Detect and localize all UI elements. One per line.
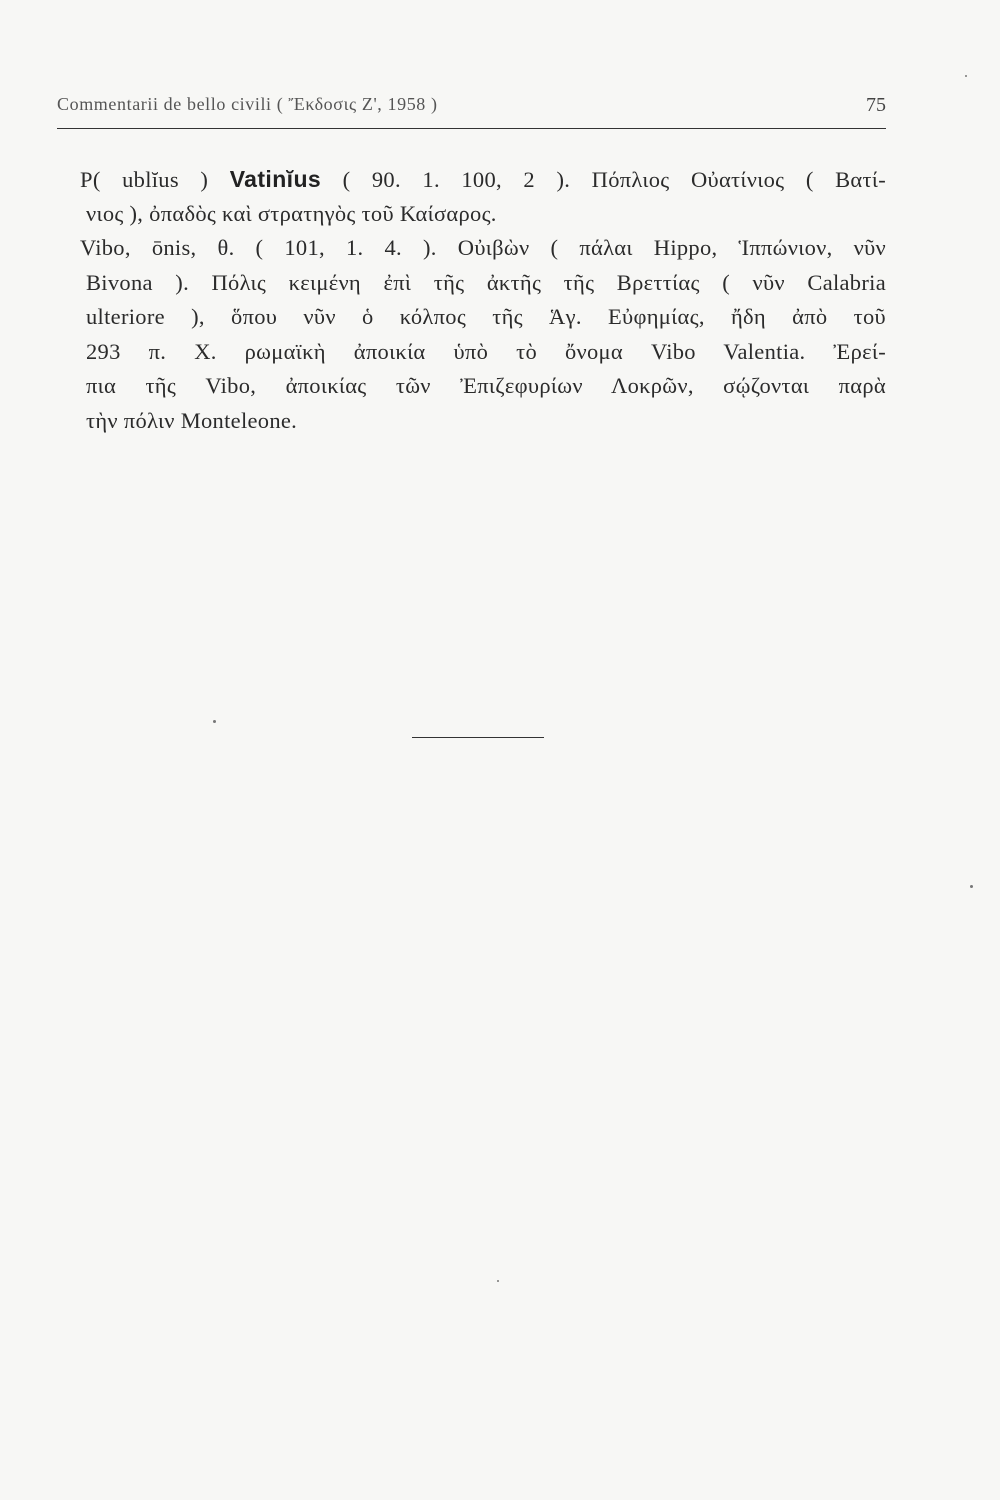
print-speck	[213, 720, 216, 723]
header-rule	[57, 128, 886, 129]
entry-line: πια τῆς Vibo, ἀποικίας τῶν Ἐπιζεφυρίων Λοκρῶν, σῴζονται παρὰ	[86, 373, 886, 398]
entry-line: 293 π. Χ. ρωμαϊκὴ ἀποικία ὑπὸ τὸ ὄνομα Vibo Valentia. Ἐρεί-	[86, 338, 886, 364]
glossary-entries	[80, 162, 886, 438]
entry-vatinius	[80, 162, 886, 231]
entry-line: Bivona ). Πόλις κειμένη ἐπὶ τῆς ἀκτῆς τῆς Βρεττίας ( νῦν Calabria	[86, 269, 886, 295]
headword-prefix: P( ublĭus )	[80, 167, 230, 192]
entry-vibo	[80, 231, 886, 438]
entry-line: ulteriore ), ὅπου νῦν ὁ κόλπος τῆς Ἁγ. Εὐφημίας, ἤδη ἀπὸ τοῦ	[86, 304, 886, 329]
section-end-rule	[412, 737, 544, 738]
running-title: Commentarii de bello civili ( Ἔκδοσις Ζ', 1958 )	[57, 94, 438, 114]
entry-line: νιος ), ὀπαδὸς καὶ στρατηγὸς τοῦ Καίσαρος.	[86, 200, 497, 226]
entry-line	[80, 162, 886, 197]
entry-line: Vibo, ōnis, θ. ( 101, 1. 4. ). Οὐιβὼν ( πάλαι Hippo, Ἱππώνιον, νῦν	[80, 235, 886, 260]
entry-line-text: ( 90. 1. 100, 2 ). Πόπλιος Οὐατίνιος ( Βατί-	[321, 167, 886, 192]
entry-line: τὴν πόλιν Monteleone.	[86, 407, 298, 433]
headword-bold: Vatinĭus	[229, 166, 322, 192]
print-speck	[965, 75, 967, 77]
print-speck	[497, 1280, 499, 1282]
running-head	[57, 94, 886, 124]
page-number: 75	[866, 94, 886, 116]
print-speck	[970, 885, 973, 888]
